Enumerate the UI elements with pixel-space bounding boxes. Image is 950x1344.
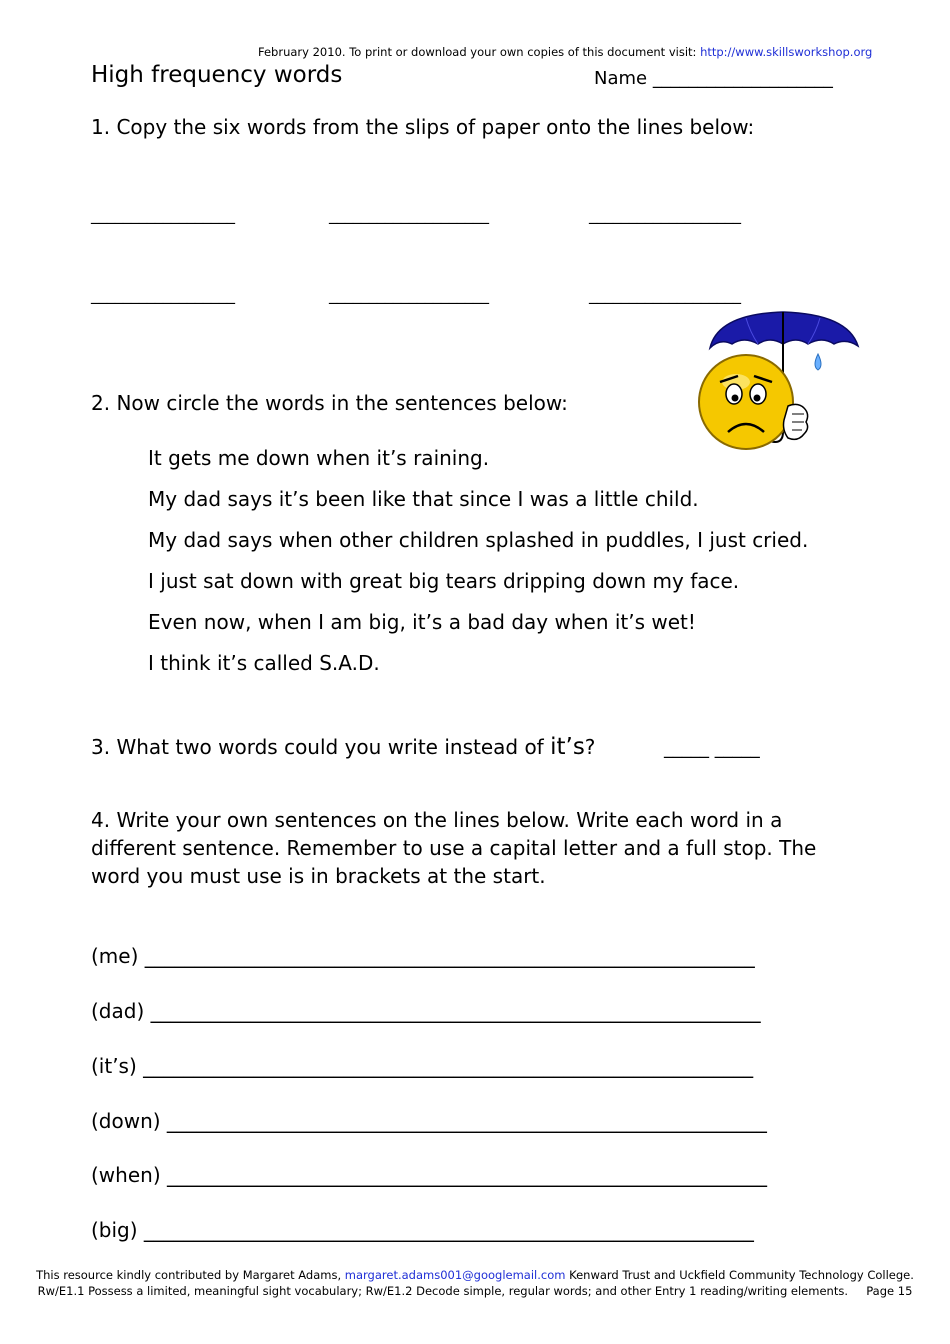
q3-answer-blanks[interactable]: _____ _____ <box>664 738 760 759</box>
q4-line-dad[interactable]: (dad) _____________________________________________________________ <box>91 999 761 1023</box>
q4-prompt: 4. Write your own sentences on the lines below. Write each word in a different sentence. Remember to use a capital letter and a full stop. The word you must use is in brackets at the start. <box>91 808 817 888</box>
q2-sentence-list <box>148 442 808 688</box>
header-url-link[interactable]: http://www.skillsworkshop.org <box>700 45 873 59</box>
q2-sentence-3[interactable]: My dad says when other children splashed in puddles, I just cried. <box>148 528 809 552</box>
q1-prompt: 1. Copy the six words from the slips of paper onto the lines below: <box>91 115 755 139</box>
name-field[interactable]: Name ____________________ <box>594 68 833 89</box>
page-title: High frequency words <box>91 62 343 88</box>
q2-sentence-5[interactable]: Even now, when I am big, it’s a bad day when it’s wet! <box>148 610 696 634</box>
q4-line-when[interactable]: (when) ____________________________________________________________ <box>91 1163 767 1187</box>
q4-line-down[interactable]: (down) ____________________________________________________________ <box>91 1109 767 1133</box>
header-note <box>258 45 872 59</box>
q2-sentence-1[interactable]: It gets me down when it’s raining. <box>148 446 490 470</box>
q1-blank-1[interactable]: __________________ <box>91 205 235 224</box>
q4-line-me[interactable]: (me) _____________________________________________________________ <box>91 944 755 968</box>
q1-blank-3[interactable]: ___________________ <box>589 205 741 224</box>
q3-prompt-start: 3. What two words could you write instead of <box>91 735 551 759</box>
q1-blank-row-2 <box>91 285 851 307</box>
q1-blank-2[interactable]: ____________________ <box>329 205 489 224</box>
footer-line-2: Rw/E1.1 Possess a limited, meaningful sight vocabulary; Rw/E1.2 Decode simple, regular words; and other Entry 1 reading/writing elements. Page 15 <box>37 1284 913 1298</box>
footer-institution: Kenward Trust and Uckfield Community Technology College. <box>565 1268 914 1282</box>
q2-sentence-2[interactable]: My dad says it’s been like that since I was a little child. <box>148 487 699 511</box>
q2-prompt: 2. Now circle the words in the sentences below: <box>91 391 568 415</box>
footer-email-link[interactable]: margaret.adams001@googlemail.com <box>344 1268 566 1282</box>
sad-face-umbrella-icon <box>698 310 863 460</box>
q3-prompt <box>91 734 595 760</box>
q1-blank-4[interactable]: __________________ <box>91 285 235 304</box>
footer-line-1 <box>0 1268 950 1282</box>
q3-prompt-end: ? <box>584 735 596 759</box>
footer-credit: This resource kindly contributed by Margaret Adams, <box>36 1268 345 1282</box>
q2-sentence-4[interactable]: I just sat down with great big tears dripping down my face. <box>148 569 740 593</box>
q2-sentence-6[interactable]: I think it’s called S.A.D. <box>148 651 380 675</box>
q1-blank-6[interactable]: ___________________ <box>589 285 741 304</box>
q1-blank-row-1 <box>91 205 851 227</box>
q4-line-its[interactable]: (it’s) _____________________________________________________________ <box>91 1054 754 1078</box>
q1-blank-5[interactable]: ____________________ <box>329 285 489 304</box>
q3-word: it’s <box>550 734 585 760</box>
header-note-text: February 2010. To print or download your own copies of this document visit: <box>258 45 701 59</box>
q4-line-big[interactable]: (big) _____________________________________________________________ <box>91 1218 754 1242</box>
